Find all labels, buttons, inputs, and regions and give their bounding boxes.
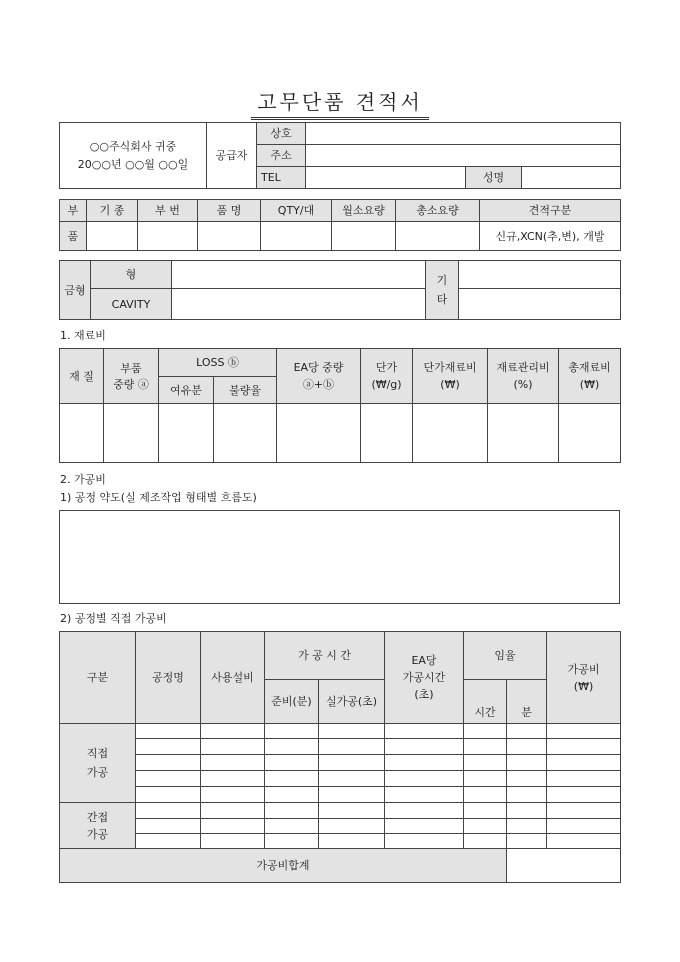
table-cell[interactable] (547, 834, 621, 849)
name-field[interactable] (522, 167, 621, 189)
table-cell[interactable] (319, 739, 385, 755)
address-label: 주소 (257, 145, 306, 167)
margin-field[interactable] (159, 404, 214, 463)
unit-material-line2: (₩) (440, 378, 460, 391)
quote-type-value: 신규,XCN(추,변), 개발 (480, 222, 621, 251)
table-cell[interactable] (385, 834, 464, 849)
indirect-label (60, 803, 136, 849)
table-cell[interactable] (319, 724, 385, 739)
table-cell[interactable] (319, 819, 385, 834)
item-name-field[interactable] (198, 222, 261, 251)
table-row (60, 834, 621, 849)
cavity-label: CAVITY (91, 289, 172, 320)
direct-label (60, 724, 136, 803)
table-cell[interactable] (464, 724, 507, 739)
cost-line2: (₩) (573, 679, 594, 693)
direct-label-bottom: 가공 (86, 766, 109, 779)
table-cell[interactable] (385, 755, 464, 771)
part-weight-line1: 부품 (120, 361, 142, 375)
addressee-cell (60, 123, 207, 189)
table-cell[interactable] (265, 819, 319, 834)
cavity-field[interactable] (172, 289, 426, 320)
col-process-name: 공정명 (136, 632, 201, 724)
etc-label-bottom: 타 (436, 293, 448, 306)
material-mgmt-line1: 재료관리비 (496, 361, 550, 374)
ea-time-line2: 가공시간 (402, 671, 446, 684)
table-cell[interactable] (136, 834, 201, 849)
material-mgmt-field[interactable] (488, 404, 559, 463)
table-cell[interactable] (201, 834, 265, 849)
etc-label (426, 261, 459, 320)
defect-label: 불량율 (214, 377, 277, 404)
table-cell[interactable] (319, 771, 385, 787)
loss-label: LOSS ⓑ (159, 349, 277, 377)
name-label: 성명 (466, 167, 522, 189)
table-cell[interactable] (507, 803, 547, 819)
material-mgmt-label (488, 349, 559, 404)
mold-table (59, 260, 621, 320)
document-title: 고무단품 견적서 (0, 86, 680, 120)
etc-field-2[interactable] (459, 289, 621, 320)
mold-side-label: 금형 (60, 261, 91, 320)
col-part-number: 부 번 (138, 200, 198, 222)
ea-weight-line2: ⓐ+ⓑ (302, 378, 335, 391)
mold-label: 형 (91, 261, 172, 289)
table-cell[interactable] (201, 771, 265, 787)
table-row (60, 739, 621, 755)
table-cell[interactable] (265, 739, 319, 755)
mold-field[interactable] (172, 261, 426, 289)
table-cell[interactable] (385, 787, 464, 803)
col-qty: QTY/대 (261, 200, 332, 222)
table-cell[interactable] (265, 755, 319, 771)
cost-line1: 가공비 (567, 662, 600, 676)
etc-field[interactable] (459, 261, 621, 289)
material-table (59, 348, 621, 463)
table-cell[interactable] (385, 739, 464, 755)
etc-label-top: 기 (436, 274, 448, 287)
table-cell[interactable] (547, 755, 621, 771)
processing-table (59, 631, 621, 883)
table-cell[interactable] (507, 819, 547, 834)
table-cell[interactable] (201, 803, 265, 819)
section2-heading: 2. 가공비 (60, 473, 106, 486)
process-diagram-box[interactable] (59, 510, 620, 604)
table-cell[interactable] (136, 819, 201, 834)
defect-field[interactable] (214, 404, 277, 463)
qty-field[interactable] (261, 222, 332, 251)
table-cell[interactable] (507, 771, 547, 787)
table-cell[interactable] (319, 803, 385, 819)
total-material-field[interactable] (559, 404, 621, 463)
unit-material-field[interactable] (413, 404, 488, 463)
table-cell[interactable] (464, 834, 507, 849)
tel-field[interactable] (306, 167, 466, 189)
table-cell[interactable] (464, 755, 507, 771)
total-req-field[interactable] (396, 222, 480, 251)
unit-price-field[interactable] (361, 404, 413, 463)
col-monthly: 월소요량 (332, 200, 396, 222)
parts-side-top: 부 (60, 200, 87, 222)
material-mgmt-line2: (%) (513, 378, 533, 391)
table-cell[interactable] (547, 739, 621, 755)
col-equipment: 사용설비 (201, 632, 265, 724)
table-cell[interactable] (385, 803, 464, 819)
table-row (60, 819, 621, 834)
table-cell[interactable] (136, 803, 201, 819)
table-cell[interactable] (136, 739, 201, 755)
table-cell[interactable] (464, 771, 507, 787)
unit-price-label (361, 349, 413, 404)
table-row (60, 771, 621, 787)
table-cell[interactable] (385, 771, 464, 787)
col-model: 기 종 (87, 200, 138, 222)
table-cell[interactable] (136, 771, 201, 787)
col-item-name: 품 명 (198, 200, 261, 222)
col-prep: 준비(분) (265, 680, 319, 724)
table-cell[interactable] (547, 819, 621, 834)
table-cell[interactable] (265, 834, 319, 849)
header-table (59, 122, 621, 189)
addressee: ○○주식회사 귀중 (89, 140, 177, 153)
col-wage-rate: 임율 (464, 632, 547, 680)
unit-material-line1: 단가재료비 (423, 361, 477, 374)
table-cell[interactable] (319, 787, 385, 803)
section2-sub2: 2) 공정별 직접 가공비 (60, 612, 167, 625)
col-cost (547, 632, 621, 724)
table-cell[interactable] (464, 787, 507, 803)
table-cell[interactable] (319, 755, 385, 771)
table-cell[interactable] (136, 755, 201, 771)
ea-time-line1: EA당 (411, 654, 437, 667)
col-quote-type: 견적구분 (480, 200, 621, 222)
col-total-req: 총소요량 (396, 200, 480, 222)
table-cell[interactable] (507, 739, 547, 755)
section2-sub1: 1) 공정 약도(실 제조작업 형태별 흐름도) (60, 491, 257, 504)
table-cell[interactable] (201, 755, 265, 771)
table-cell[interactable] (507, 724, 547, 739)
table-cell[interactable] (385, 724, 464, 739)
processing-total-field[interactable] (507, 849, 621, 883)
part-number-field[interactable] (138, 222, 198, 251)
section1-heading: 1. 재료비 (60, 329, 106, 342)
table-cell[interactable] (547, 771, 621, 787)
unit-price-line1: 단가 (375, 361, 398, 374)
table-cell[interactable] (201, 819, 265, 834)
tel-label: TEL (257, 167, 306, 189)
table-row (60, 755, 621, 771)
company-label: 상호 (257, 123, 306, 145)
processing-total-label: 가공비합계 (60, 849, 507, 883)
table-cell[interactable] (547, 803, 621, 819)
parts-table (59, 199, 621, 251)
address-field[interactable] (306, 145, 621, 167)
col-ea-time (385, 632, 464, 724)
margin-label: 여유분 (159, 377, 214, 404)
table-cell[interactable] (507, 787, 547, 803)
table-cell[interactable] (265, 724, 319, 739)
indirect-label-top: 간접 (86, 810, 109, 824)
table-cell[interactable] (464, 803, 507, 819)
col-hour: 시간 (464, 680, 507, 724)
monthly-field[interactable] (332, 222, 396, 251)
table-cell[interactable] (507, 834, 547, 849)
table-cell[interactable] (265, 787, 319, 803)
total-material-line2: (₩) (579, 378, 600, 391)
table-cell[interactable] (464, 739, 507, 755)
direct-label-top: 직접 (86, 747, 109, 760)
indirect-label-bottom: 가공 (86, 827, 109, 841)
parts-side-bottom: 품 (60, 222, 87, 251)
ea-time-line3: (초) (414, 688, 434, 701)
part-weight-field[interactable] (104, 404, 159, 463)
table-cell[interactable] (201, 739, 265, 755)
table-cell[interactable] (319, 834, 385, 849)
ea-weight-label (277, 349, 361, 404)
table-cell[interactable] (547, 787, 621, 803)
table-cell[interactable] (136, 787, 201, 803)
col-category: 구분 (60, 632, 136, 724)
table-cell[interactable] (547, 724, 621, 739)
ea-weight-line1: EA당 중량 (293, 361, 344, 374)
table-cell[interactable] (265, 771, 319, 787)
table-cell[interactable] (385, 819, 464, 834)
table-cell[interactable] (201, 724, 265, 739)
unit-price-line2: (₩/g) (371, 378, 402, 391)
table-row (60, 787, 621, 803)
material-field[interactable] (60, 404, 104, 463)
supplier-label: 공급자 (207, 123, 257, 189)
col-actual: 실가공(초) (319, 680, 385, 724)
quote-date: 20○○년 ○○월 ○○일 (77, 158, 189, 171)
table-cell[interactable] (201, 787, 265, 803)
material-label: 재 질 (60, 349, 104, 404)
col-processing-time: 가 공 시 간 (265, 632, 385, 680)
part-weight-line2: 중량 ⓐ (113, 377, 149, 391)
table-cell[interactable] (507, 755, 547, 771)
table-cell[interactable] (136, 724, 201, 739)
company-field[interactable] (306, 123, 621, 145)
part-weight-label (104, 349, 159, 404)
model-field[interactable] (87, 222, 138, 251)
unit-material-label (413, 349, 488, 404)
col-minute: 분 (507, 680, 547, 724)
ea-weight-field[interactable] (277, 404, 361, 463)
table-cell[interactable] (464, 819, 507, 834)
table-cell[interactable] (265, 803, 319, 819)
total-material-label (559, 349, 621, 404)
total-material-line1: 총재료비 (568, 361, 611, 374)
